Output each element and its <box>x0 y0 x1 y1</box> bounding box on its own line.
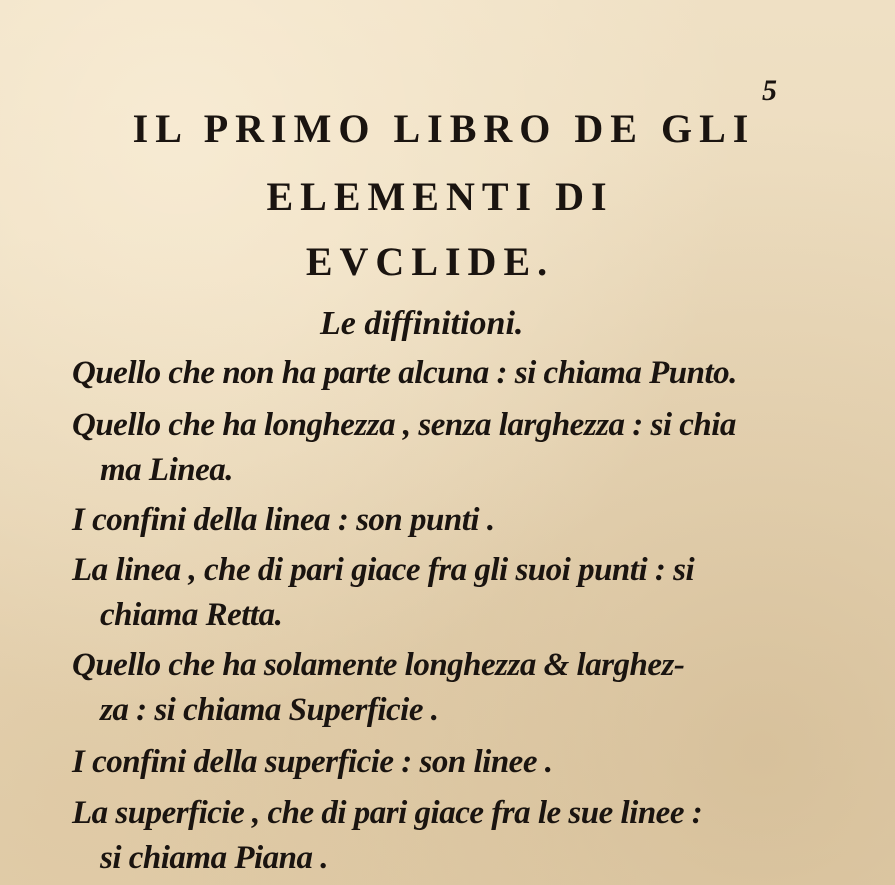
title-line-1: IL PRIMO LIBRO DE GLI <box>132 106 756 151</box>
definition-2-line-1: Quello che ha longhezza , senza larghezza : si chia <box>72 407 736 443</box>
title-line-3: EVCLIDE. <box>305 239 555 284</box>
definition-5-line-1: Quello che ha solamente longhezza & larghez- <box>72 647 685 683</box>
page-number: 5 <box>762 74 777 107</box>
definition-5-line-2: za : si chiama Superficie . <box>100 692 439 728</box>
definition-1-line-1: Quello che non ha parte alcuna : si chiama Punto. <box>72 355 737 391</box>
definition-7-line-1: La superficie , che di pari giace fra le sue linee : <box>72 795 703 831</box>
definition-2-line-2: ma Linea. <box>100 452 233 488</box>
definition-7-line-2: si chiama Piana . <box>100 840 329 876</box>
definition-4-line-1: La linea , che di pari giace fra gli suoi punti : si <box>72 552 695 588</box>
section-subheading: Le diffinitioni. <box>320 305 524 342</box>
definition-3-line-1: I confini della linea : son punti . <box>72 502 495 538</box>
title-line-2: ELEMENTI DI <box>266 174 614 219</box>
definition-6-line-1: I confini della superficie : son linee . <box>72 744 553 780</box>
definition-4-line-2: chiama Retta. <box>100 597 283 633</box>
